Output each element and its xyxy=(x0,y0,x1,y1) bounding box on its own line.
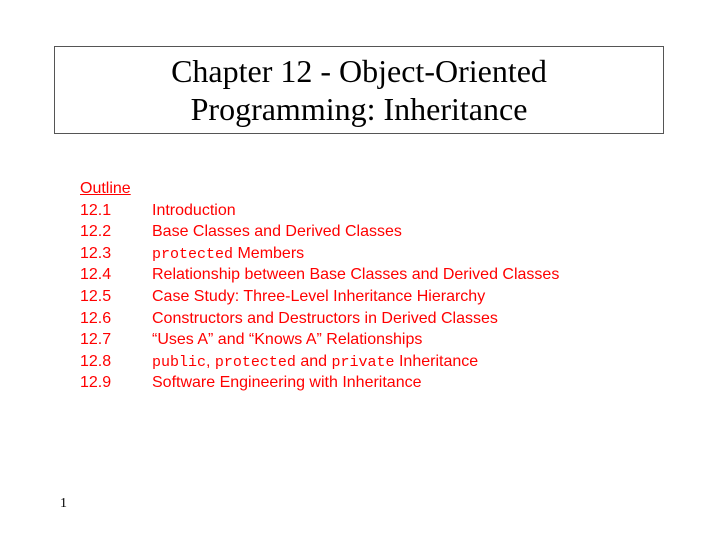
slide-title-line-1: Chapter 12 - Object-Oriented xyxy=(171,53,547,89)
outline-item-text: Members xyxy=(233,244,305,262)
outline-item-number: 12.8 xyxy=(80,352,112,370)
outline-item-text: “Uses A” and “Knows A” Relationships xyxy=(152,331,423,349)
outline-item-text: Introduction xyxy=(152,201,236,219)
outline-item-number: 12.3 xyxy=(80,244,112,262)
slide-title-box xyxy=(54,46,664,134)
separator-text: and xyxy=(295,352,332,370)
outline-item xyxy=(80,286,559,308)
page-number: 1 xyxy=(60,496,67,511)
outline-item-number: 12.7 xyxy=(80,331,112,349)
outline-item xyxy=(80,372,559,394)
outline-item-number: 12.4 xyxy=(80,266,112,284)
outline-item xyxy=(80,329,559,351)
outline-item-text: Base Classes and Derived Classes xyxy=(152,223,402,241)
outline-item-text: Relationship between Base Classes and Derived Classes xyxy=(152,266,560,284)
outline-item xyxy=(80,200,559,222)
separator-text: , xyxy=(206,352,215,370)
outline-item xyxy=(80,264,559,286)
slide-title-line-2: Programming: Inheritance xyxy=(190,91,528,127)
outline-item-number: 12.6 xyxy=(80,309,112,327)
outline-item-number: 12.1 xyxy=(80,201,112,219)
outline-list xyxy=(80,178,559,394)
outline-item xyxy=(80,351,559,373)
outline-item-text: Inheritance xyxy=(394,352,479,370)
outline-item-number: 12.9 xyxy=(80,374,112,392)
outline-item-number: 12.5 xyxy=(80,287,112,305)
outline-item-text: Case Study: Three-Level Inheritance Hierarchy xyxy=(152,287,486,305)
outline-item xyxy=(80,308,559,330)
outline-item xyxy=(80,221,559,243)
code-keyword: protected xyxy=(152,245,234,263)
code-keyword: protected xyxy=(214,353,296,371)
outline-heading: Outline xyxy=(80,180,131,197)
outline-item xyxy=(80,243,559,265)
code-keyword: public xyxy=(152,353,207,371)
code-keyword: private xyxy=(331,353,395,371)
outline-item-text: Constructors and Destructors in Derived Classes xyxy=(152,309,498,327)
outline-item-number: 12.2 xyxy=(80,223,112,241)
outline-item-text: Software Engineering with Inheritance xyxy=(152,374,422,392)
